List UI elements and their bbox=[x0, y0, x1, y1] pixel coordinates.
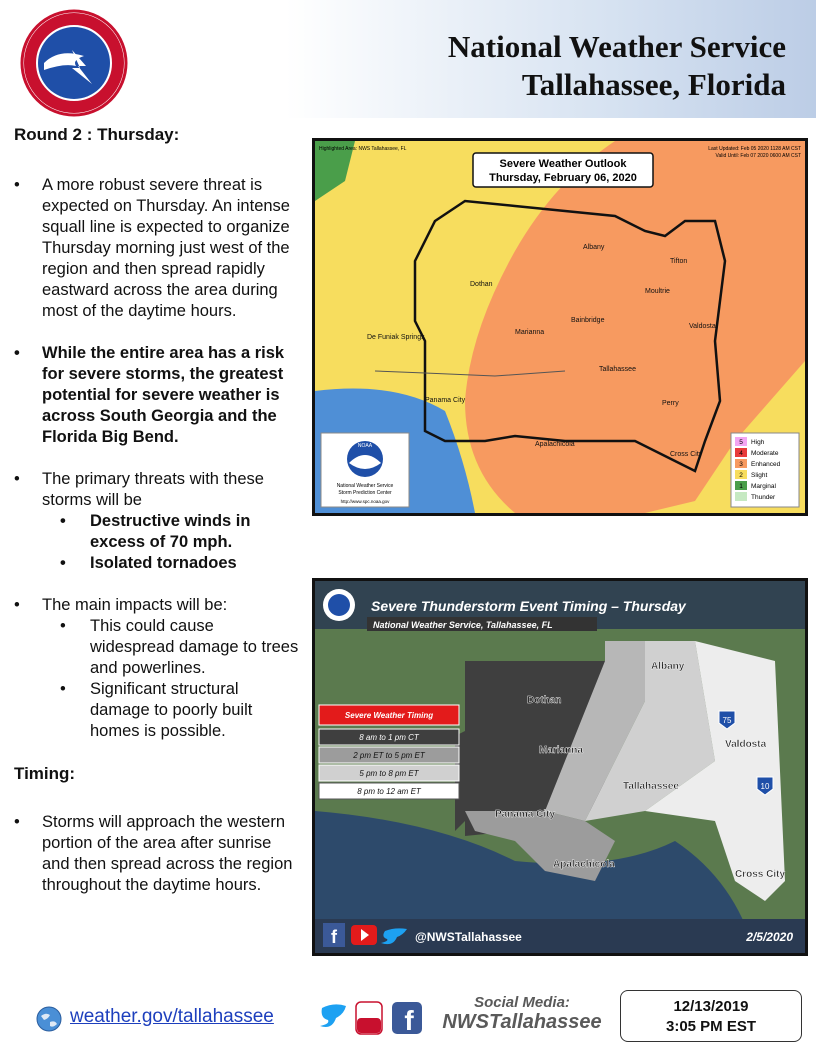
legend-num-marginal: 1 bbox=[739, 483, 743, 490]
shield-75-label: 75 bbox=[722, 716, 732, 725]
city-de-funiak-springs: De Funiak Springs bbox=[367, 334, 425, 341]
title-line2: Tallahassee, Florida bbox=[521, 67, 786, 102]
timing-map-subtitle: National Weather Service, Tallahassee, FL bbox=[373, 620, 553, 630]
city-tallahassee: Tallahassee bbox=[599, 366, 636, 373]
nws-website-link[interactable]: weather.gov/tallahassee bbox=[70, 1006, 274, 1027]
legend-num-enhanced: 3 bbox=[739, 461, 743, 468]
page-title bbox=[448, 28, 786, 104]
timing-map-date: 2/5/2020 bbox=[746, 930, 793, 944]
timing-list bbox=[14, 812, 300, 896]
timing-map-handle: @NWSTallahassee bbox=[415, 930, 522, 944]
city-marianna: Marianna bbox=[515, 329, 545, 336]
legend-thunder: Thunder bbox=[751, 494, 776, 501]
page-header bbox=[0, 0, 816, 118]
title-line1: National Weather Service bbox=[447, 29, 786, 64]
impacts-list bbox=[14, 616, 300, 742]
timing-city-cross-city: Cross City bbox=[735, 869, 786, 880]
bullet-risk-area: • While the entire area has a risk for severe storms, the greatest potential for severe weather is across South Georgia and the Florida Big Bend. bbox=[14, 343, 300, 448]
noaa-badge bbox=[321, 433, 409, 507]
severe-outlook-map bbox=[312, 138, 808, 516]
round-heading: Round 2 : Thursday: bbox=[14, 125, 180, 144]
city-apalachicola: Apalachicola bbox=[535, 441, 575, 448]
city-bainbridge: Bainbridge bbox=[571, 317, 605, 324]
nws-logo-icon bbox=[14, 8, 134, 118]
noaa-text1: National Weather Service bbox=[336, 483, 394, 489]
issue-date: 12/13/2019 bbox=[673, 998, 749, 1015]
noaa-url: http://www.spc.noaa.gov bbox=[340, 499, 390, 504]
legend-high: High bbox=[751, 439, 765, 446]
social-media-handle: NWSTallahassee bbox=[442, 1011, 602, 1033]
bullet-timing: • Storms will approach the western portion of the area after sunrise and then spread across the region throughout the daytime hours. bbox=[14, 812, 300, 896]
svg-text:f: f bbox=[404, 1005, 414, 1036]
timing-heading: Timing: bbox=[14, 764, 76, 783]
primary-threats-text: The primary threats with these storms will be bbox=[42, 470, 264, 509]
threat-winds: • Destructive winds in excess of 70 mph. bbox=[14, 511, 300, 553]
impacts-bullet-list bbox=[14, 595, 300, 616]
timing-city-marianna: Marianna bbox=[539, 745, 583, 756]
timing-city-tallahassee: Tallahassee bbox=[623, 781, 679, 792]
issue-time: 3:05 PM EST bbox=[665, 1018, 757, 1035]
city-valdosta: Valdosta bbox=[689, 323, 716, 330]
bullet-threat: • A more robust severe threat is expected on Thursday. An intense squall line is expected to organize Thursday morning just west of the region and then spread rapidly eastward across the area during most of the daytime hours. bbox=[14, 175, 300, 322]
storm-timing-map bbox=[312, 578, 808, 956]
social-media-heading: Social Media: bbox=[474, 994, 570, 1011]
noaa-label: NOAA bbox=[357, 443, 373, 449]
footer-youtube-icon[interactable] bbox=[356, 1002, 382, 1034]
timing-city-apalachicola: Apalachicola bbox=[553, 859, 615, 870]
outlook-title-line2: Thursday, February 06, 2020 bbox=[489, 172, 637, 184]
impact-structural: • Significant structural damage to poorly built homes is possible. bbox=[14, 679, 300, 742]
city-perry: Perry bbox=[662, 400, 679, 407]
threat-tornadoes: • Isolated tornadoes bbox=[14, 553, 300, 574]
outlook-last-updated: Last Updated: Feb 05 2020 1128 AM CST bbox=[708, 146, 801, 152]
outlook-legend bbox=[731, 433, 799, 507]
city-moultrie: Moultrie bbox=[645, 288, 670, 295]
svg-text:f: f bbox=[331, 927, 337, 947]
outlook-valid-until: Valid Until: Feb 07 2020 0600 AM CST bbox=[715, 153, 801, 159]
briefing-text bbox=[14, 124, 300, 896]
timing-period-4: 8 pm to 12 am ET bbox=[357, 787, 421, 796]
legend-num-high: 5 bbox=[739, 439, 743, 446]
timing-legend-title: Severe Weather Timing bbox=[344, 711, 434, 720]
timing-period-3: 5 pm to 8 pm ET bbox=[359, 769, 419, 778]
noaa-text2: Storm Prediction Center bbox=[338, 490, 392, 496]
bullet-primary-threats bbox=[14, 469, 300, 511]
timing-legend bbox=[319, 705, 459, 799]
legend-enhanced: Enhanced bbox=[751, 461, 781, 468]
legend-num-slight: 2 bbox=[739, 472, 743, 479]
city-dothan: Dothan bbox=[470, 281, 493, 288]
legend-slight: Slight bbox=[751, 472, 768, 479]
footer-facebook-icon[interactable] bbox=[392, 1002, 422, 1036]
briefing-list bbox=[14, 175, 300, 511]
impact-trees: • This could cause widespread damage to trees and powerlines. bbox=[14, 616, 300, 679]
social-icons bbox=[320, 998, 430, 1038]
city-cross-city: Cross City bbox=[670, 451, 703, 458]
issue-datetime-box bbox=[620, 990, 802, 1042]
outlook-highlighted-area: Highlighted Area: NWS Tallahassee, FL bbox=[319, 146, 407, 152]
social-media-label bbox=[432, 994, 612, 1034]
footer-twitter-icon[interactable] bbox=[320, 1004, 346, 1027]
city-panama-city: Panama City bbox=[425, 397, 466, 404]
timing-city-dothan: Dothan bbox=[527, 695, 562, 706]
timing-city-panama-city: Panama City bbox=[495, 809, 556, 820]
timing-period-2: 2 pm ET to 5 pm ET bbox=[353, 751, 425, 760]
timing-city-valdosta: Valdosta bbox=[725, 739, 767, 750]
legend-moderate: Moderate bbox=[751, 450, 779, 457]
shield-10-label: 10 bbox=[760, 782, 770, 791]
legend-marginal: Marginal bbox=[751, 483, 776, 490]
bullet-impacts: • The main impacts will be: bbox=[14, 595, 300, 616]
timing-map-title: Severe Thunderstorm Event Timing – Thursday bbox=[371, 598, 686, 614]
outlook-title-line1: Severe Weather Outlook bbox=[499, 158, 627, 170]
globe-icon bbox=[36, 1006, 62, 1032]
threats-list bbox=[14, 511, 300, 574]
city-albany: Albany bbox=[583, 244, 605, 251]
timing-city-albany: Albany bbox=[651, 661, 685, 672]
legend-num-moderate: 4 bbox=[739, 450, 743, 457]
timing-period-1: 8 am to 1 pm CT bbox=[359, 733, 419, 742]
city-tifton: Tifton bbox=[670, 258, 688, 265]
